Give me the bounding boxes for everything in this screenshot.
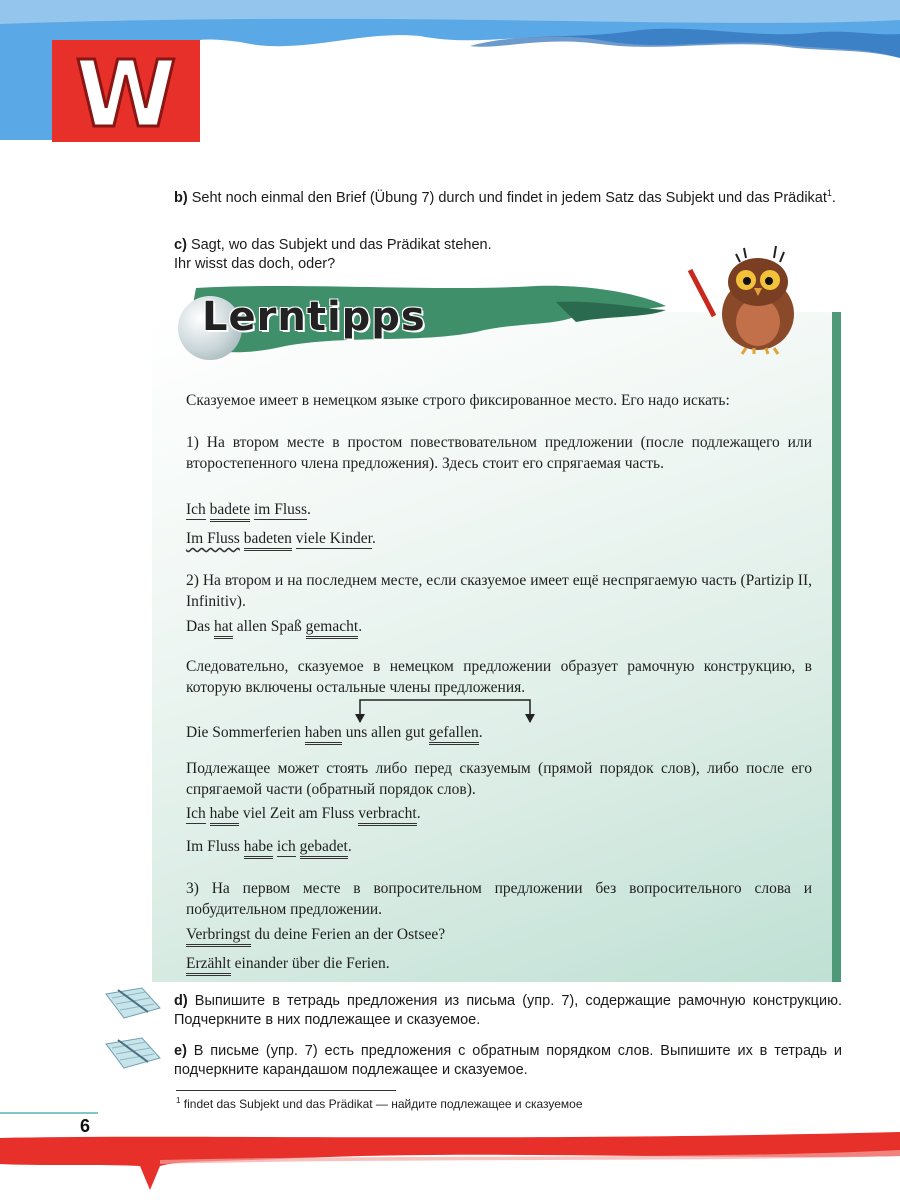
bottom-footer-band: [0, 1130, 900, 1200]
page-number: 6: [80, 1116, 91, 1136]
lerntipps-rule-2: 2) На втором и на последнем месте, если сказуемое имеет ещё неспрягаемую часть (Partizip II, Infinitiv).: [186, 572, 812, 610]
page-number-line: [0, 1112, 98, 1114]
owl-icon: [684, 236, 804, 356]
section-logo: [52, 40, 200, 142]
lerntipps-title: Lerntipps: [202, 294, 426, 340]
task-d: d) Выпишите в тетрадь предложения из письма (упр. 7), содержащие рамочную конструкцию. Подчеркните в них подлежащее и сказуемое.: [174, 993, 842, 1028]
lerntipps-rule-1: 1) На втором месте в простом повествовательном предложении (после подлежащего или второстепенного члена предложения). Здесь стоит его спрягаемая часть.: [186, 434, 812, 472]
notebook-icon: [102, 1034, 162, 1072]
notebook-icon: [102, 984, 162, 1022]
lerntipps-conclusion: Следовательно, сказуемое в немецком предложении образует рамочную конструкцию, в которую включены остальные члены предложения.: [186, 658, 812, 696]
frame-bracket-arrow: [350, 696, 540, 724]
lerntipps-word-order: Подлежащее может стоять либо перед сказуемым (прямой порядок слов), либо после его спрягаемой части (обратный порядок слов).: [186, 760, 812, 798]
example-2: Im Fluss badeten viele Kinder.: [186, 530, 376, 548]
example-7: Verbringst du deine Ferien an der Ostsee?: [186, 926, 445, 944]
task-b: b) Seht noch einmal den Brief (Übung 7) durch und findet in jedem Satz das Subjekt und das Prädikat$^1$.: [174, 188, 836, 206]
svg-text:W: W: [75, 41, 177, 142]
example-3: Das hat allen Spaß gemacht.: [186, 618, 362, 636]
lerntipps-intro: Сказуемое имеет в немецком языке строго фиксированное место. Его надо искать:: [186, 392, 730, 409]
logo-w-letter: [52, 40, 200, 142]
example-1: Ich badete im Fluss.: [186, 501, 311, 519]
lerntipps-rule-3: 3) На первом месте в вопросительном предложении без вопросительного слова и побудительном предложении.: [186, 880, 812, 918]
lerntipps-border: [832, 312, 841, 982]
example-4: Die Sommerferien haben uns allen gut gefallen.: [186, 724, 483, 742]
example-6: Im Fluss habe ich gebadet.: [186, 838, 352, 856]
footnote-divider: [176, 1090, 396, 1091]
task-e: e) В письме (упр. 7) есть предложения с обратным порядком слов. Выпишите их в тетрадь и подчеркните карандашом подлежащее и сказуемое.: [174, 1043, 843, 1078]
example-8: Erzählt einander über die Ferien.: [186, 955, 390, 973]
example-5: Ich habe viel Zeit am Fluss verbracht.: [186, 805, 421, 823]
task-c: c) Sagt, wo das Subjekt und das Prädikat stehen. Ihr wisst das doch, oder?: [174, 237, 492, 272]
footnote: $^1$ findet das Subjekt und das Prädikat — найдите подлежащее и сказуемое: [176, 1096, 583, 1111]
